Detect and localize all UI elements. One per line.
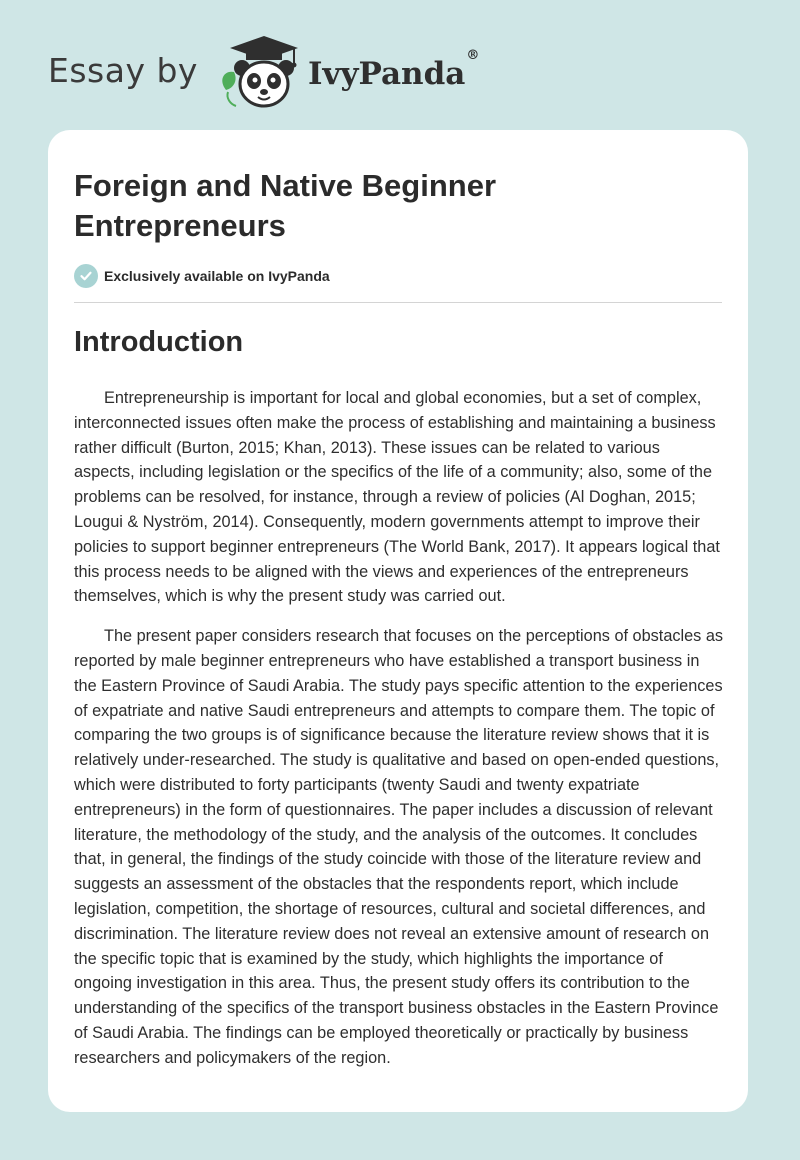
exclusive-badge-text: Exclusively available on IvyPanda (104, 268, 330, 284)
essay-title: Foreign and Native Beginner Entrepreneurs (74, 168, 497, 243)
registered-mark: ® (466, 47, 480, 63)
site-header (48, 34, 479, 114)
brand-name[interactable] (307, 47, 480, 92)
brand-text[interactable]: IvyPanda (307, 56, 466, 92)
paragraph: The present paper considers research that focuses on the perceptions of obstacles as reported by male beginner entrepreneurs who have established a transport business in the Eastern Province of Saudi Arabia. The study pays specific attention to the experiences of expatriate and native Saudi entrepreneurs and attempts to compare them. The topic of comparing the two groups is of significance because the literature review shows that it is relatively under-researched. The study is qualitative and based on open-ended questions, which were distributed to forty participants (twenty Saudi and twenty expatriate entrepreneurs) in the form of questionnaires. The paper includes a discussion of relevant literature, the methodology of the study, and the analysis of the outcomes. It concludes that, in general, the findings of the study coincide with those of the literature review and suggests an assessment of the obstacles that the respondents report, which include legislation, competition, the shortage of resources, cultural and societal differences, and discrimination. The literature review does not reveal an extensive amount of research on the specific topic that is examined by the study, which highlights the importance of ongoing investigation in this area. Thus, the present study offers its contribution to the understanding of the specifics of the transport business obstacles in the Eastern Province of Saudi Arabia. The findings can be employed theoretically or practically by business researchers and policymakers of the region. (74, 627, 724, 1067)
essay-by-label: Essay by (48, 50, 198, 90)
check-circle-icon (74, 264, 98, 288)
panda-graduate-icon[interactable] (216, 34, 304, 114)
essay-body (74, 386, 724, 1086)
exclusive-badge (74, 264, 330, 288)
paragraph: Entrepreneurship is important for local and global economies, but a set of complex, interconnected issues often make the process of establishing and maintaining a business rather difficult (Burton, 2015; Khan, 2013). These issues can be related to various aspects, including legislation or the specifics of the life of a community; also, some of the problems can be resolved, for instance, through a review of policies (Al Doghan, 2015; Lougui & Nyström, 2014). Consequently, modern governments attempt to improve their policies to support beginner entrepreneurs (The World Bank, 2017). It appears logical that this process needs to be aligned with the views and experiences of the entrepreneurs themselves, which is why the present study was carried out. (74, 389, 720, 606)
section-heading: Introduction (74, 326, 244, 358)
title-divider (74, 302, 722, 303)
essay-card (48, 130, 748, 1112)
